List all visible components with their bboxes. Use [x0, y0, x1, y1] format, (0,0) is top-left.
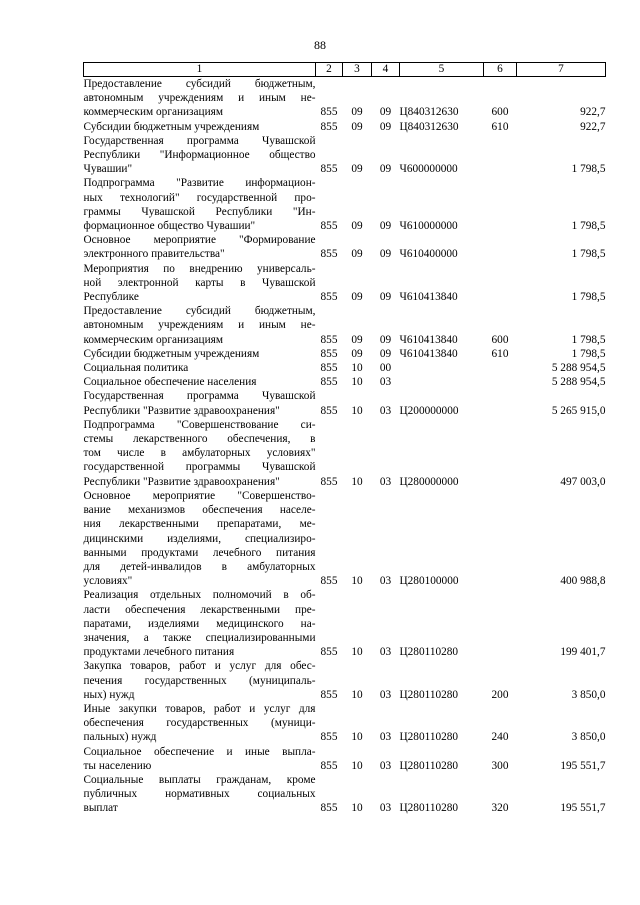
table-row [84, 77, 606, 120]
description-line: коммерческим организациям [83, 333, 223, 346]
section-code: 10 [351, 376, 363, 389]
description-line: коммерческим организациям [83, 106, 223, 119]
row-description [84, 659, 316, 702]
ministry-code: 855 [320, 575, 338, 588]
description-line: Реализация отдельных полномочий в об- [83, 589, 316, 602]
table-row [84, 176, 606, 233]
expense-type-code: 600 [491, 333, 509, 346]
amount: 1 798,5 [571, 291, 606, 304]
description-line: Субсидии бюджетным учреждениям [83, 347, 260, 360]
amount: 199 401,7 [560, 646, 606, 659]
table-row [84, 134, 606, 177]
description-line: государственной программы Чувашской [83, 461, 316, 474]
target-article-code: Ц840312630 [399, 120, 459, 133]
description-line: Иные закупки товаров, работ и услуг для [83, 702, 316, 715]
table-row [84, 262, 606, 305]
expense-type-code [484, 176, 517, 233]
ministry-code: 855 [320, 646, 338, 659]
description-line: Социальные выплаты гражданам, кроме [83, 773, 316, 786]
ministry-code: 855 [320, 688, 338, 701]
section-code: 09 [351, 220, 363, 233]
target-article-code: Ц200000000 [399, 404, 459, 417]
section-code: 09 [351, 163, 363, 176]
table-row [84, 375, 606, 389]
target-article-code: Ц280110280 [399, 802, 459, 815]
subsection-code: 09 [379, 220, 392, 233]
ministry-code: 855 [320, 106, 338, 119]
column-header-5: 5 [400, 63, 484, 77]
row-description [84, 262, 316, 305]
subsection-code: 03 [379, 802, 392, 815]
expense-type-code [484, 418, 517, 489]
amount: 3 850,0 [571, 731, 606, 744]
description-line: Подпрограмма "Совершенствование си- [83, 418, 316, 431]
section-code: 10 [351, 404, 363, 417]
description-line: Государственная программа Чувашской [83, 390, 316, 403]
subsection-code: 00 [379, 362, 392, 375]
section-code: 09 [351, 347, 363, 360]
table-row [84, 418, 606, 489]
row-description [84, 361, 316, 375]
ministry-code: 855 [320, 475, 338, 488]
description-line: Чувашии" [83, 163, 133, 176]
row-description [84, 233, 316, 261]
description-line: значения, а также специализированными [83, 631, 316, 644]
target-article-code: Ц280110280 [399, 759, 459, 772]
subsection-code: 09 [379, 163, 392, 176]
expense-type-code: 200 [491, 688, 509, 701]
expense-type-code [484, 134, 517, 177]
row-description [84, 120, 316, 134]
expense-type-code: 300 [491, 759, 509, 772]
ministry-code: 855 [320, 362, 338, 375]
table-row [84, 361, 606, 375]
target-article-code: Ц280110280 [399, 688, 459, 701]
section-code: 10 [351, 475, 363, 488]
description-line: выплат [83, 802, 118, 815]
description-line: пальных) нужд [83, 731, 157, 744]
description-line: Социальная политика [83, 362, 189, 375]
column-header-1: 1 [84, 63, 316, 77]
section-code: 10 [351, 688, 363, 701]
description-line: Предоставление субсидий бюджетным, [83, 78, 316, 90]
subsection-code: 03 [379, 731, 392, 744]
amount: 922,7 [580, 106, 606, 119]
description-line: Республики "Развитие здравоохранения" [83, 404, 280, 417]
header-row [84, 63, 606, 77]
description-line: Мероприятия по внедрению универсаль- [83, 262, 316, 275]
section-code: 09 [351, 106, 363, 119]
ministry-code: 855 [320, 333, 338, 346]
description-line: ния лекарственными препаратами, ме- [83, 518, 316, 531]
ministry-code: 855 [320, 802, 338, 815]
amount: 1 798,5 [571, 347, 606, 360]
target-article-code: Ц280110280 [399, 731, 459, 744]
description-line: ванными продуктами лечебного питания [83, 546, 316, 559]
subsection-code: 03 [379, 575, 392, 588]
description-line: ты населению [83, 759, 152, 772]
column-header-6: 6 [484, 63, 517, 77]
subsection-code: 03 [379, 688, 392, 701]
description-line: Социальное обеспечение и иные выпла- [83, 745, 316, 758]
description-line: Подпрограмма "Развитие информацион- [83, 177, 316, 190]
description-line: Республики "Развитие здравоохранения" [83, 475, 280, 488]
target-article-code: Ч610400000 [399, 248, 458, 261]
amount: 195 551,7 [560, 802, 606, 815]
table-row [84, 304, 606, 347]
page-number: 88 [314, 38, 326, 52]
column-header-4: 4 [372, 63, 400, 77]
expense-type-code [484, 233, 517, 261]
amount: 497 003,0 [560, 475, 606, 488]
subsection-code: 09 [379, 248, 392, 261]
expense-type-code [484, 361, 517, 375]
subsection-code: 03 [379, 376, 392, 389]
amount: 5 288 954,5 [551, 376, 606, 389]
subsection-code: 09 [379, 347, 392, 360]
table-row [84, 489, 606, 588]
description-line: Республике [83, 291, 139, 304]
description-line: ласти обеспечения лекарственными пре- [83, 603, 316, 616]
ministry-code: 855 [320, 120, 338, 133]
description-line: публичных нормативных социальных [83, 788, 316, 801]
expense-type-code: 240 [491, 731, 509, 744]
subsection-code: 09 [379, 333, 392, 346]
amount: 195 551,7 [560, 759, 606, 772]
row-description [84, 389, 316, 417]
ministry-code: 855 [320, 220, 338, 233]
ministry-code: 855 [320, 291, 338, 304]
amount: 3 850,0 [571, 688, 606, 701]
amount: 1 798,5 [571, 163, 606, 176]
subsection-code: 09 [379, 291, 392, 304]
description-line: электронного правительства" [83, 248, 225, 261]
amount: 5 265 915,0 [551, 404, 606, 417]
row-description [84, 745, 316, 773]
target-article-code: Ц840312630 [399, 106, 459, 119]
description-line: условиях" [83, 575, 133, 588]
description-line: Закупка товаров, работ и услуг для обес- [83, 660, 316, 673]
ministry-code: 855 [320, 404, 338, 417]
description-line: Социальное обеспечение населения [83, 376, 257, 389]
subsection-code: 03 [379, 646, 392, 659]
description-line: Республики "Информационное общество [83, 149, 316, 162]
column-header-7: 7 [517, 63, 606, 77]
target-article-code: Ч610413840 [399, 333, 458, 346]
section-code: 10 [351, 759, 363, 772]
table-row [84, 702, 606, 745]
description-line: автономным учреждениям и иным не- [83, 92, 316, 105]
column-header-3: 3 [343, 63, 372, 77]
ministry-code: 855 [320, 376, 338, 389]
section-code: 10 [351, 362, 363, 375]
description-line: вание механизмов обеспечения населе- [83, 504, 316, 517]
description-line: для детей-инвалидов в амбулаторных [83, 560, 316, 573]
target-article-code: Ч600000000 [399, 163, 458, 176]
subsection-code: 09 [379, 106, 392, 119]
row-description [84, 773, 316, 816]
description-line: ных технологий" государственной про- [83, 191, 316, 204]
subsection-code: 03 [379, 404, 392, 417]
table-row [84, 233, 606, 261]
description-line: Предоставление субсидий бюджетным, [83, 305, 316, 318]
target-article-code: Ц280110280 [399, 646, 459, 659]
table-row [84, 347, 606, 361]
amount: 5 288 954,5 [551, 362, 606, 375]
ministry-code: 855 [320, 759, 338, 772]
row-description [84, 375, 316, 389]
ministry-code: 855 [320, 163, 338, 176]
table-row [84, 659, 606, 702]
description-line: Основное мероприятие "Формирование [83, 234, 316, 247]
description-line: обеспечения государственных (муници- [83, 717, 316, 730]
expense-type-code: 320 [491, 802, 509, 815]
expense-type-code [484, 375, 517, 389]
description-line: автономным учреждениям и иным не- [83, 319, 316, 332]
subsection-code: 09 [379, 120, 392, 133]
section-code: 09 [351, 333, 363, 346]
section-code: 10 [351, 731, 363, 744]
expense-type-code [484, 262, 517, 305]
target-article-code: Ц280100000 [399, 575, 459, 588]
amount: 1 798,5 [571, 220, 606, 233]
ministry-code: 855 [320, 248, 338, 261]
target-article-code [400, 361, 484, 375]
description-line: граммы Чувашской Республики "Ин- [83, 205, 316, 218]
table-row [84, 588, 606, 659]
ministry-code: 855 [320, 731, 338, 744]
section-code: 10 [351, 802, 363, 815]
row-description [84, 418, 316, 489]
column-header-2: 2 [316, 63, 343, 77]
budget-table [83, 62, 606, 816]
row-description [84, 347, 316, 361]
description-line: Субсидии бюджетным учреждениям [83, 120, 260, 133]
table-row [84, 773, 606, 816]
expense-type-code [484, 389, 517, 417]
description-line: дицинскими изделиями, специализиро- [83, 532, 316, 545]
target-article-code: Ц280000000 [399, 475, 459, 488]
description-line: паратами, изделиями медицинского на- [83, 617, 316, 630]
target-article-code: Ч610413840 [399, 291, 458, 304]
section-code: 10 [351, 646, 363, 659]
row-description [84, 304, 316, 347]
row-description [84, 176, 316, 233]
description-line: стемы лекарственного обеспечения, в [83, 433, 316, 446]
target-article-code [400, 375, 484, 389]
row-description [84, 588, 316, 659]
expense-type-code [484, 489, 517, 588]
expense-type-code: 610 [491, 347, 509, 360]
ministry-code: 855 [320, 347, 338, 360]
description-line: ных) нужд [83, 688, 135, 701]
section-code: 09 [351, 291, 363, 304]
amount: 922,7 [580, 120, 606, 133]
description-line: Основное мероприятие "Совершенство- [83, 489, 316, 502]
target-article-code: Ч610413840 [399, 347, 458, 360]
amount: 400 988,8 [560, 575, 606, 588]
row-description [84, 134, 316, 177]
section-code: 09 [351, 120, 363, 133]
section-code: 10 [351, 575, 363, 588]
amount: 1 798,5 [571, 248, 606, 261]
table-row [84, 120, 606, 134]
subsection-code: 03 [379, 759, 392, 772]
amount: 1 798,5 [571, 333, 606, 346]
table-row [84, 745, 606, 773]
row-description [84, 489, 316, 588]
description-line: ной электронной карты в Чувашской [83, 276, 316, 289]
row-description [84, 702, 316, 745]
description-line: формационное общество Чувашии" [83, 220, 256, 233]
expense-type-code: 610 [491, 120, 509, 133]
description-line: печения государственных (муниципаль- [83, 674, 316, 687]
row-description [84, 77, 316, 120]
table-row [84, 389, 606, 417]
expense-type-code [484, 588, 517, 659]
expense-type-code: 600 [491, 106, 509, 119]
target-article-code: Ч610000000 [399, 220, 458, 233]
subsection-code: 03 [379, 475, 392, 488]
section-code: 09 [351, 248, 363, 261]
description-line: продуктами лечебного питания [83, 646, 235, 659]
description-line: том числе в амбулаторных условиях" [83, 447, 316, 460]
description-line: Государственная программа Чувашской [83, 134, 316, 147]
